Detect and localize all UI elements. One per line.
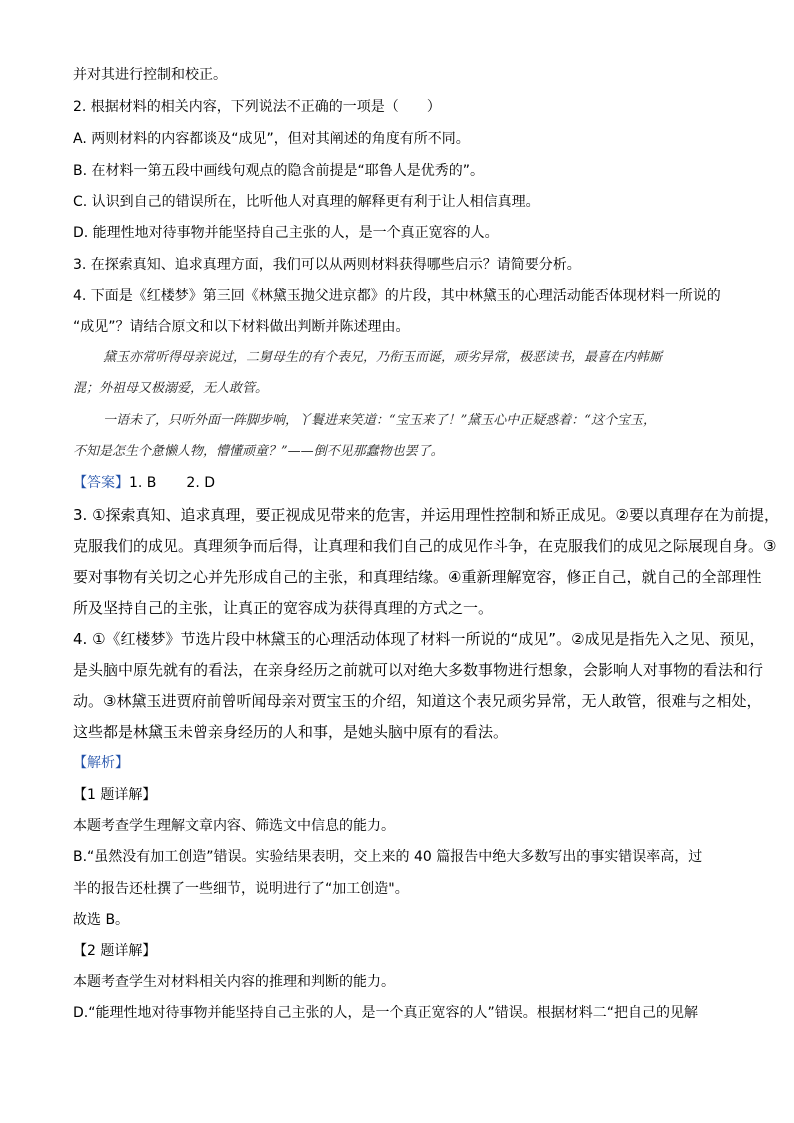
analysis-label: 【解析】 <box>73 755 129 771</box>
detail-2-label: 【2 题详解】 <box>73 943 157 959</box>
answer-label: 【答案】 <box>73 475 129 491</box>
question-2-stem-close: ） <box>426 99 441 115</box>
question-4-line-2: “成见”？请结合原文和以下材料做出判断并陈述理由。 <box>73 319 410 335</box>
detail-1-label: 【1 题详解】 <box>73 787 157 803</box>
option-d: D. 能理性地对待事物并能坚持自己主张的人，是一个真正宽容的人。 <box>73 225 499 241</box>
detail-1-line: 故选 B。 <box>73 912 130 928</box>
question-2-stem <box>73 98 441 116</box>
detail-1-line: 半的报告还杜撰了一些细节，说明进行了“加工创造"。 <box>73 881 409 897</box>
answer-3-line: 所及坚持自己的主张，让真正的宽容成为获得真理的方式之一。 <box>73 599 494 617</box>
answer-3-line: 3. ①探索真知、追求真理，要正视成见带来的危害，并运用理性控制和矫正成见。②要以真理存在为前提， <box>73 506 779 524</box>
answer-2: 2. D <box>186 475 216 491</box>
quote-line: 不知是怎生个惫懒人物，懵懂顽童？”——倒不见那蠢物也罢了。 <box>73 444 444 459</box>
answer-4-line: 这些都是林黛玉未曾亲身经历的人和事，是她头脑中原有的看法。 <box>73 723 509 741</box>
question-4-line-1: 4. 下面是《红楼梦》第三回《林黛玉抛父进京都》的片段，其中林黛玉的心理活动能否体现材料一所说的 <box>73 288 721 304</box>
detail-1-line: 本题考查学生理解文章内容、筛选文中信息的能力。 <box>73 818 395 834</box>
quote-line: 一语未了，只听外面一阵脚步响，丫鬟进来笑道：“宝玉来了！”黛玉心中正疑惑着：“这个宝玉， <box>103 413 656 428</box>
answer-3-line: 要对事物有关切之心并先形成自己的主张，和真理结缘。④重新理解宽容，修正自己，就自己的全部理性 <box>73 568 762 586</box>
answer-4-line: 是头脑中原先就有的看法，在亲身经历之前就可以对绝大多数事物进行想象，会影响人对事物的看法和行 <box>73 661 764 679</box>
answer-4-line: 动。③林黛玉进贾府前曾听闻母亲对贾宝玉的介绍，知道这个表兄顽劣异常，无人敢管，很难与之相处， <box>73 692 762 710</box>
answer-4-line: 4. ①《红楼梦》节选片段中林黛玉的心理活动体现了材料一所说的“成见”。②成见是指先入之见、预见， <box>73 630 765 648</box>
question-2-stem-text: 2. 根据材料的相关内容，下列说法不正确的一项是（ <box>73 99 399 115</box>
detail-2-line: D.“能理性地对待事物并能坚持自己主张的人，是一个真正宽容的人”错误。根据材料二“把自己的见解 <box>73 1005 698 1021</box>
option-a: A. 两则材料的内容都谈及“成见”，但对其阐述的角度有所不同。 <box>73 131 470 147</box>
question-3: 3. 在探索真知、追求真理方面，我们可以从两则材料获得哪些启示？请简要分析。 <box>73 257 581 273</box>
quote-line: 黛玉亦常听得母亲说过，二舅母生的有个表兄，乃衔玉而诞，顽劣异常，极恶读书，最喜在内帏厮 <box>103 350 663 365</box>
detail-1-line: B.“虽然没有加工创造”错误。实验结果表明，交上来的 40 篇报告中绝大多数写出的事实错误率高，过 <box>73 849 703 865</box>
option-c: C. 认识到自己的错误所在，比听他人对真理的解释更有利于让人相信真理。 <box>73 194 540 210</box>
quote-line: 混；外祖母又极溺爱，无人敢管。 <box>73 381 269 396</box>
detail-2-line: 本题考查学生对材料相关内容的推理和判断的能力。 <box>73 974 395 990</box>
answer-1: 1. B <box>129 475 157 491</box>
text-line: 并对其进行控制和校正。 <box>73 67 227 83</box>
option-b: B. 在材料一第五段中画线句观点的隐含前提是“耶鲁人是优秀的”。 <box>73 163 485 179</box>
answer-line <box>73 474 215 492</box>
answer-3-line: 克服我们的成见。真理须争而后得，让真理和我们自己的成见作斗争，在克服我们的成见之际展现自身。③ <box>73 537 777 555</box>
